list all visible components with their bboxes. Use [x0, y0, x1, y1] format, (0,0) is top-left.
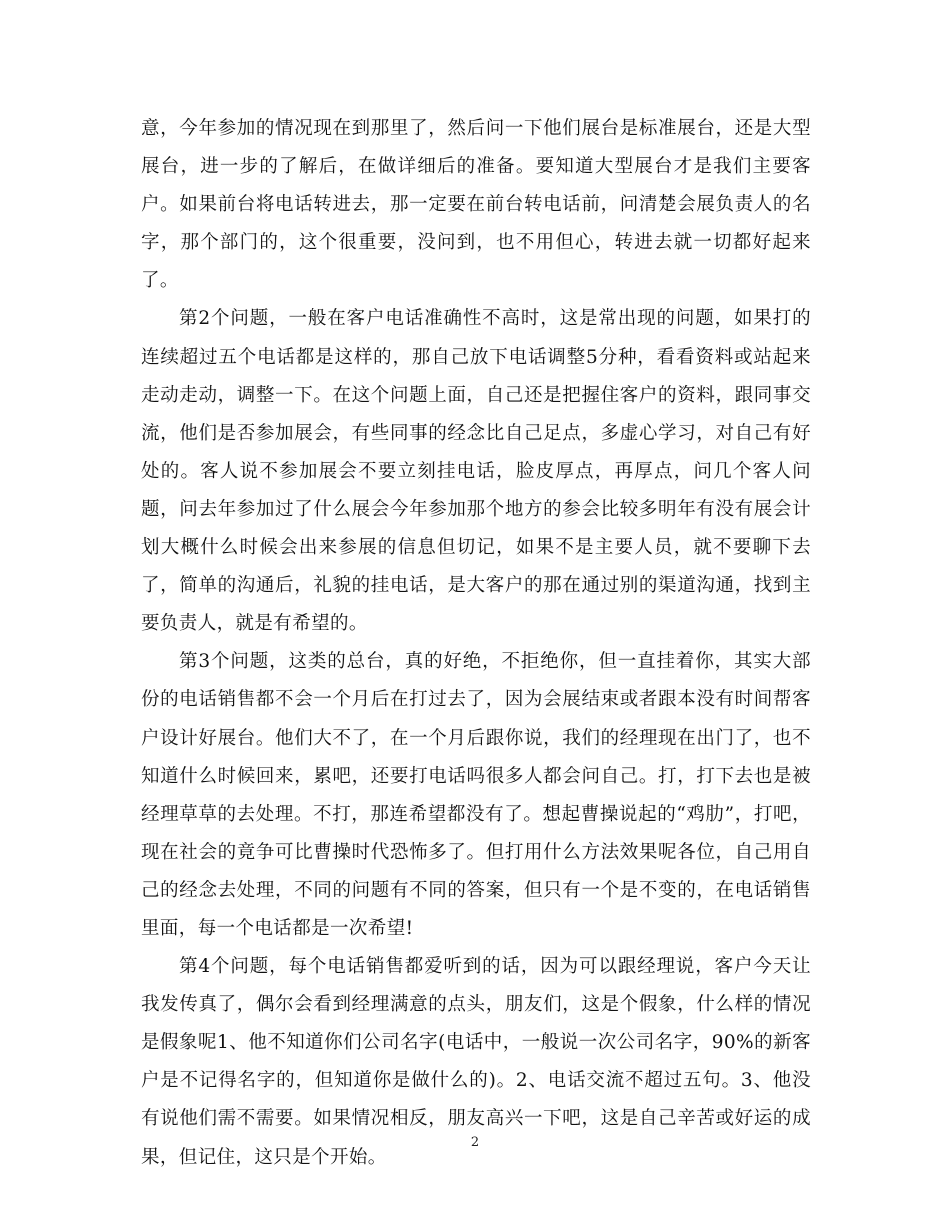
document-body	[141, 110, 811, 1177]
paragraph-4: 第4个问题，每个电话销售都爱听到的话，因为可以跟经理说，客户今天让我发传真了，偶尔会看到经理满意的点头，朋友们，这是个假象，什么样的情况是假象呢1、他不知道你们公司名字(电话中，一般说一次公司名字，90%的新客户是不记得名字的，但知道你是做什么的)。2、电话交流不超过五句。3、他没有说他们需不需要。如果情况相反，朋友高兴一下吧，这是自己辛苦或好运的成果，但记住，这只是个开始。	[141, 956, 811, 1168]
paragraph-1: 意，今年参加的情况现在到那里了，然后问一下他们展台是标准展台，还是大型展台，进一步的了解后，在做详细后的准备。要知道大型展台才是我们主要客户。如果前台将电话转进去，那一定要在前台转电话前，问清楚会展负责人的名字，那个部门的，这个很重要，没问到，也不用但心，转进去就一切都好起来了。	[141, 118, 811, 292]
paragraph-3: 第3个问题，这类的总台，真的好绝，不拒绝你，但一直挂着你，其实大部份的电话销售都不会一个月后在打过去了，因为会展结束或者跟本没有时间帮客户设计好展台。他们大不了，在一个月后跟你说，我们的经理现在出门了，也不知道什么时候回来，累吧，还要打电话吗很多人都会问自己。打，打下去也是被经理草草的去处理。不打，那连希望都没有了。想起曹操说起的“鸡肋”，打吧，现在社会的竟争可比曹操时代恐怖多了。但打用什么方法效果呢各位，自己用自己的经念去处理，不同的问题有不同的答案，但只有一个是不变的，在电话销售里面，每一个电话都是一次希望!	[141, 651, 811, 939]
paragraph-2: 第2个问题，一般在客户电话准确性不高时，这是常出现的问题，如果打的连续超过五个电话都是这样的，那自己放下电话调整5分种，看看资料或站起来走动走动，调整一下。在这个问题上面，自己还是把握住客户的资料，跟同事交流，他们是否参加展会，有些同事的经念比自己足点，多虚心学习，对自己有好处的。客人说不参加展会不要立刻挂电话，脸皮厚点，再厚点，问几个客人问题，问去年参加过了什么展会今年参加那个地方的参会比较多明年有没有展会计划大概什么时候会出来参展的信息但切记，如果不是主要人员，就不要聊下去了，简单的沟通后，礼貌的挂电话，是大客户的那在通过别的渠道沟通，找到主要负责人，就是有希望的。	[141, 308, 811, 635]
page-number: 2	[470, 1135, 480, 1150]
